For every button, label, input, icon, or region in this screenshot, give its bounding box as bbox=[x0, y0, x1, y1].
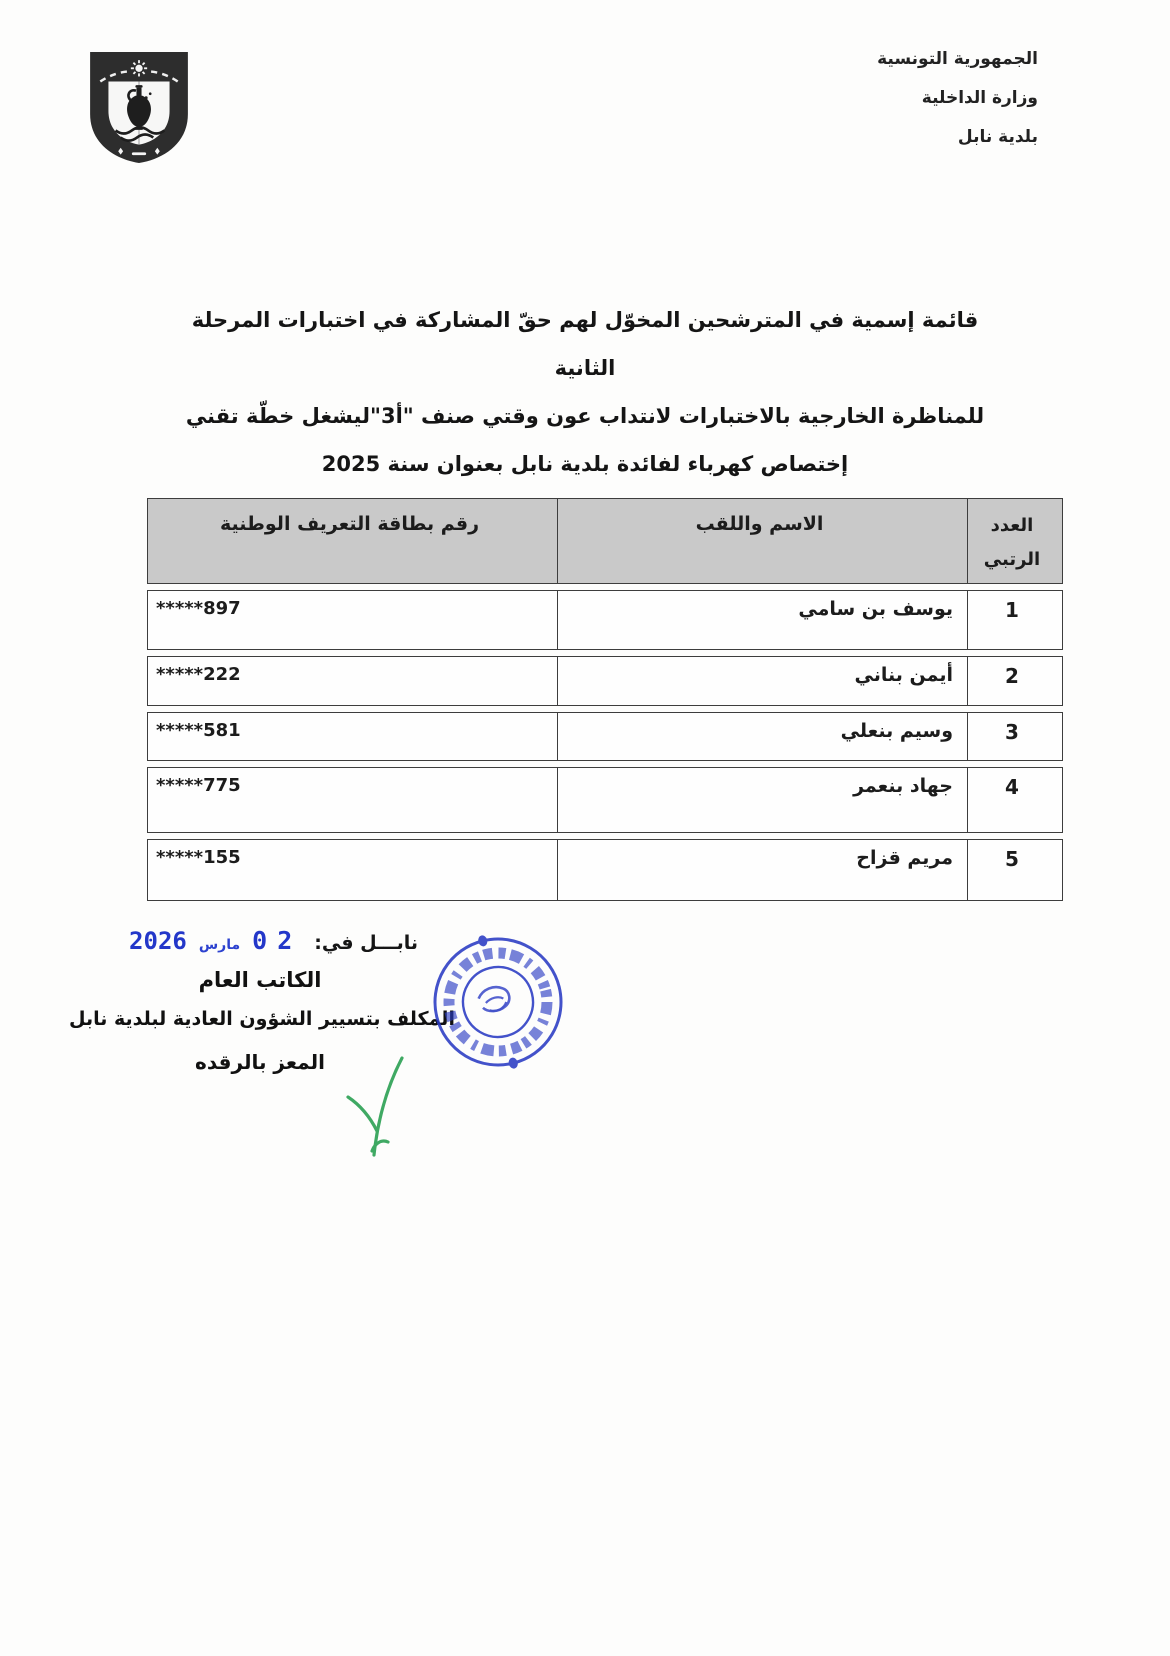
cell-full-name: يوسف بن سامي bbox=[558, 591, 968, 649]
cell-id-number bbox=[148, 657, 558, 705]
date-line bbox=[108, 926, 418, 955]
id-number-value: *****581 bbox=[156, 720, 241, 741]
letterhead-country: الجمهورية التونسية bbox=[877, 49, 1038, 69]
cell-rank: 2 bbox=[1005, 664, 1019, 688]
cell-id-number bbox=[148, 713, 558, 760]
header-rank-line1: العدد bbox=[990, 515, 1034, 536]
header-id-number: رقم بطاقة التعريف الوطنية bbox=[148, 499, 558, 583]
cell-full-name: أيمن بناني bbox=[558, 657, 968, 705]
document-title bbox=[180, 296, 990, 488]
cell-full-name: جهاد بنعمر bbox=[558, 768, 968, 832]
signatory-name: المعز بالرقده bbox=[195, 1050, 325, 1074]
id-number-value: *****775 bbox=[156, 775, 241, 796]
cell-id-number bbox=[148, 768, 558, 832]
id-number-value: *****897 bbox=[156, 598, 241, 619]
date-year-stamp: 2026 bbox=[129, 927, 187, 955]
table-row bbox=[147, 767, 1063, 833]
table-row bbox=[147, 839, 1063, 901]
letterhead-municipality: بلدية نابل bbox=[957, 127, 1038, 147]
green-signature-icon bbox=[330, 1055, 430, 1160]
cell-rank: 5 bbox=[1005, 847, 1019, 871]
id-number-value: *****222 bbox=[156, 664, 241, 685]
letterhead bbox=[877, 40, 1038, 157]
table-header-row bbox=[147, 498, 1063, 584]
table-row bbox=[147, 656, 1063, 706]
header-rank bbox=[968, 499, 1062, 583]
letterhead-ministry: وزارة الداخلية bbox=[921, 88, 1038, 108]
candidates-table bbox=[147, 498, 1063, 901]
date-month-stamp: مارس bbox=[198, 937, 241, 953]
signatory-title: الكاتب العام bbox=[198, 968, 322, 992]
table-row bbox=[147, 712, 1063, 761]
cell-id-number bbox=[148, 591, 558, 649]
date-place-label: نابـــل في: bbox=[314, 932, 418, 954]
municipal-round-stamp-icon bbox=[413, 917, 583, 1087]
date-day-stamp: 02 bbox=[252, 926, 303, 955]
header-rank-line2: الرتبي bbox=[983, 549, 1041, 570]
signatory-role: المكلف بتسيير الشؤون العادية لبلدية نابل bbox=[69, 1008, 455, 1030]
nabeul-emblem-icon bbox=[84, 46, 194, 168]
title-line-3: إختصاص كهرباء لفائدة بلدية نابل بعنوان سنة 2025 bbox=[321, 452, 849, 476]
cell-rank: 4 bbox=[1005, 775, 1019, 799]
cell-full-name: مريم قزاح bbox=[558, 840, 968, 900]
cell-rank: 1 bbox=[1005, 598, 1019, 622]
table-row bbox=[147, 590, 1063, 650]
cell-id-number bbox=[148, 840, 558, 900]
title-line-2: للمناظرة الخارجية بالاختبارات لانتداب عون وقتي صنف "أ3"ليشغل خطّة تقني bbox=[185, 404, 985, 428]
id-number-value: *****155 bbox=[156, 847, 241, 868]
cell-full-name: وسيم بنعلي bbox=[558, 713, 968, 760]
header-full-name: الاسم واللقب bbox=[558, 499, 968, 583]
cell-rank: 3 bbox=[1005, 720, 1019, 744]
title-line-1: قائمة إسمية في المترشحين المخوّل لهم حقّ المشاركة في اختبارات المرحلة الثانية bbox=[191, 308, 979, 380]
